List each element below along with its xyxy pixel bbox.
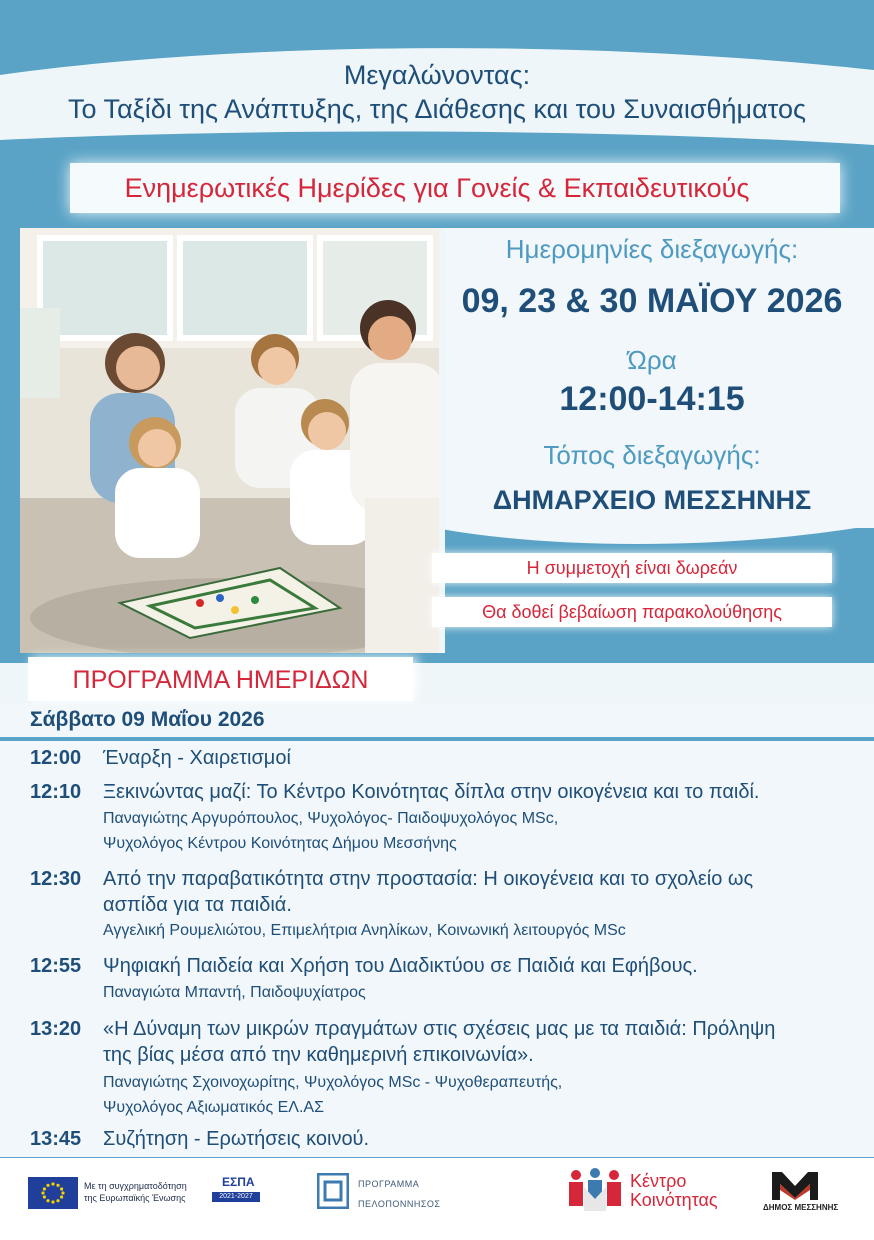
municipality-name: ΔΗΜΟΣ ΜΕΣΣΗΝΗΣ bbox=[763, 1203, 839, 1212]
session-time: 12:55 bbox=[30, 955, 82, 977]
free-participation-note: Η συμμετοχή είναι δωρεάν bbox=[432, 553, 832, 583]
time-value: 12:00-14:15 bbox=[559, 380, 745, 418]
session-title-line-1: Από την παραβατικότητα στην προστασία: Η οικογένεια και το σχολείο ως bbox=[103, 868, 754, 890]
dates-value: 09, 23 & 30 ΜΑΪΟΥ 2026 bbox=[461, 282, 843, 320]
community-center-logo-icon bbox=[566, 1167, 624, 1215]
session-title: Έναρξη - Χαιρετισμοί bbox=[103, 747, 291, 769]
session-title: Συζήτηση - Ερωτήσεις κοινού. bbox=[103, 1128, 370, 1150]
page-title bbox=[0, 58, 874, 126]
kentro-line-2: Κοινότητας bbox=[630, 1190, 718, 1210]
page-subtitle: Ενημερωτικές Ημερίδες για Γονείς & Εκπαιδευτικούς bbox=[124, 173, 750, 203]
session-speaker: Παναγιώτα Μπαντή, Παιδοψυχίατρος bbox=[103, 984, 366, 1001]
session-time: 12:00 bbox=[30, 747, 82, 769]
pelop-line-1: ΠΡΟΓΡΑΜΜΑ bbox=[358, 1179, 420, 1189]
session-title-line-2: της βίας μέσα από την καθημερινή επικοινωνία». bbox=[103, 1044, 534, 1066]
family-photo bbox=[20, 228, 445, 653]
session-speaker: Παναγιώτης Σχοινοχωρίτης, Ψυχολόγος MSc - Ψυχοθεραπευτής, bbox=[103, 1074, 563, 1091]
peloponnisos-logo-text bbox=[358, 1174, 440, 1214]
session-title-line-2: ασπίδα για τα παιδιά. bbox=[103, 894, 292, 916]
dates-label: Ημερομηνίες διεξαγωγής: bbox=[505, 234, 799, 264]
program-day: Σάββατο 09 Μαΐου 2026 bbox=[30, 708, 265, 731]
eu-text-line-2: της Ευρωπαϊκής Ένωσης bbox=[84, 1193, 186, 1203]
session-speaker: Αγγελική Ρουμελιώτου, Επιμελήτρια Ανηλίκων, Κοινωνική λειτουργός MSc bbox=[103, 922, 626, 939]
community-center-logo-text bbox=[630, 1172, 718, 1210]
pelop-line-2: ΠΕΛΟΠΟΝΝΗΣΟΣ bbox=[358, 1199, 441, 1209]
session-time: 12:30 bbox=[30, 868, 82, 890]
session-title: Ξεκινώντας μαζί: Το Κέντρο Κοινότητας δίπλα στην οικογένεια και το παιδί. bbox=[103, 781, 760, 803]
eu-flag-icon bbox=[28, 1177, 78, 1209]
certificate-note: Θα δοθεί βεβαίωση παρακολούθησης bbox=[432, 597, 832, 627]
time-label: Ώρα bbox=[627, 345, 677, 375]
municipality-logo-icon bbox=[770, 1170, 820, 1200]
session-speaker: Παναγιώτης Αργυρόπουλος, Ψυχολόγος- Παιδοψυχολόγος MSc, bbox=[103, 810, 559, 827]
info-panel bbox=[430, 228, 874, 528]
eu-cofunding-text bbox=[84, 1180, 209, 1204]
day-divider bbox=[0, 737, 874, 741]
family-illustration bbox=[20, 228, 445, 653]
session-time: 13:20 bbox=[30, 1018, 82, 1040]
session-title-line-1: «Η Δύναμη των μικρών πραγμάτων στις σχέσεις μας με τα παιδιά: Πρόληψη bbox=[103, 1018, 776, 1040]
kentro-line-1: Κέντρο bbox=[630, 1171, 687, 1191]
peloponnisos-logo-icon bbox=[317, 1173, 349, 1209]
program-title: ΠΡΟΓΡΑΜΜΑ ΗΜΕΡΙΔΩΝ bbox=[72, 666, 369, 694]
title-line-1: Μεγαλώνοντας: bbox=[343, 60, 531, 90]
place-value: ΔΗΜΑΡΧΕΙΟ ΜΕΣΣΗΝΗΣ bbox=[492, 485, 812, 515]
session-time: 13:45 bbox=[30, 1128, 82, 1150]
espa-years: 2021-2027 bbox=[212, 1192, 260, 1202]
title-line-2: Το Ταξίδι της Ανάπτυξης, της Διάθεσης και του Συναισθήματος bbox=[67, 94, 806, 124]
espa-logo: ΕΣΠΑ bbox=[222, 1175, 255, 1189]
session-time: 12:10 bbox=[30, 781, 82, 803]
session-speaker: Ψυχολόγος Κέντρου Κοινότητας Δήμου Μεσσήνης bbox=[103, 835, 457, 852]
session-title: Ψηφιακή Παιδεία και Χρήση του Διαδικτύου σε Παιδιά και Εφήβους. bbox=[103, 955, 698, 977]
eu-text-line-1: Με τη συγχρηματοδότηση bbox=[84, 1181, 187, 1191]
place-label: Τόπος διεξαγωγής: bbox=[543, 440, 761, 470]
session-speaker: Ψυχολόγος Αξιωματικός ΕΛ.ΑΣ bbox=[103, 1099, 324, 1116]
